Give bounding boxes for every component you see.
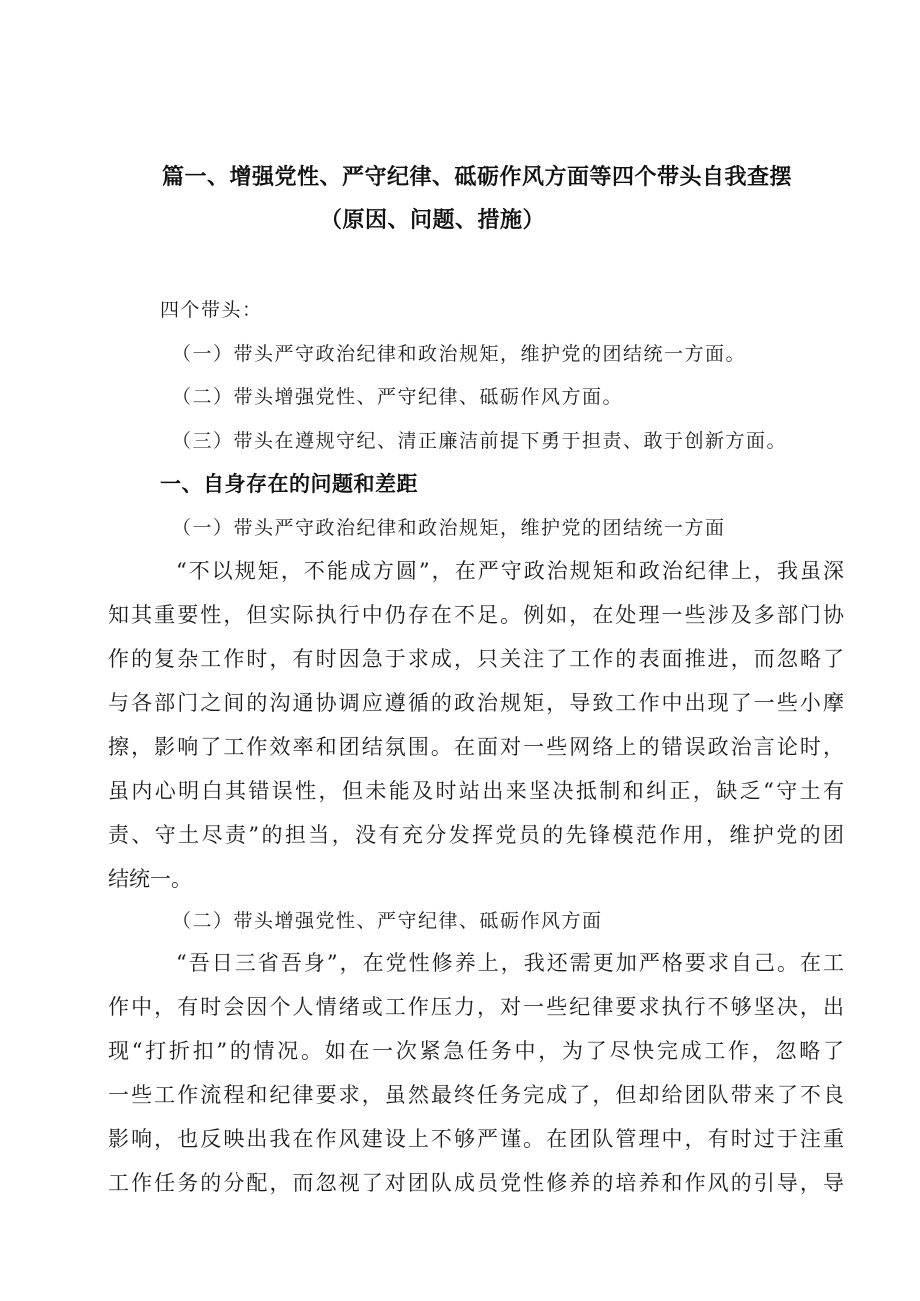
subsection-1-heading: （一）带头严守政治纪律和政治规矩，维护党的团结统一方面 [172, 517, 726, 539]
paragraph-1-line: “不以规矩，不能成方圆”，在严守政治规矩和政治纪律上，我虽深 [176, 559, 844, 583]
intro-item-3: （三）带头在遵规守纪、清正廉洁前提下勇于担责、敢于创新方面。 [172, 430, 788, 452]
paragraph-2-line: 一些工作流程和纪律要求，虽然最终任务完成了，但却给团队带来了不良 [108, 1083, 844, 1107]
paragraph-2-line: 作中，有时会因个人情绪或工作压力，对一些纪律要求执行不够坚决，出 [108, 995, 844, 1019]
intro-item-2: （二）带头增强党性、严守纪律、砥砺作风方面。 [172, 386, 624, 408]
paragraph-1-line: 知其重要性，但实际执行中仍存在不足。例如，在处理一些涉及多部门协 [108, 603, 844, 627]
document-title-line-1: 篇一、增强党性、严守纪律、砥砺作风方面等四个带头自我查摆 [162, 165, 793, 190]
paragraph-2-line: 工作任务的分配，而忽视了对团队成员党性修养的培养和作风的引导，导 [108, 1171, 844, 1195]
paragraph-2-line: “吾日三省吾身”，在党性修养上，我还需更加严格要求自己。在工 [176, 951, 844, 975]
paragraph-1-line: 责、守土尽责”的担当，没有充分发挥党员的先锋模范作用，维护党的团 [108, 823, 844, 847]
section-heading: 一、自身存在的问题和差距 [160, 472, 418, 496]
subsection-2-heading: （二）带头增强党性、严守纪律、砥砺作风方面 [172, 910, 603, 932]
paragraph-1-line: 作的复杂工作时，有时因急于求成，只关注了工作的表面推进，而忽略了 [108, 647, 844, 671]
paragraph-2-line: 现“打折扣”的情况。如在一次紧急任务中，为了尽快完成工作，忽略了 [108, 1039, 844, 1063]
paragraph-1-line: 结统一。 [108, 867, 192, 891]
paragraph-1-line: 擦，影响了工作效率和团结氛围。在面对一些网络上的错误政治言论时， [108, 735, 844, 759]
paragraph-1-line: 与各部门之间的沟通协调应遵循的政治规矩，导致工作中出现了一些小摩 [108, 691, 844, 715]
paragraph-1-line: 虽内心明白其错误性，但未能及时站出来坚决抵制和纠正，缺乏“守土有 [108, 779, 844, 803]
document-title-line-2: （原因、问题、措施） [320, 208, 546, 233]
intro-label: 四个带头： [160, 299, 263, 321]
paragraph-2-line: 影响，也反映出我在作风建设上不够严谨。在团队管理中，有时过于注重 [108, 1127, 844, 1151]
intro-item-1: （一）带头严守政治纪律和政治规矩，维护党的团结统一方面。 [172, 343, 747, 365]
